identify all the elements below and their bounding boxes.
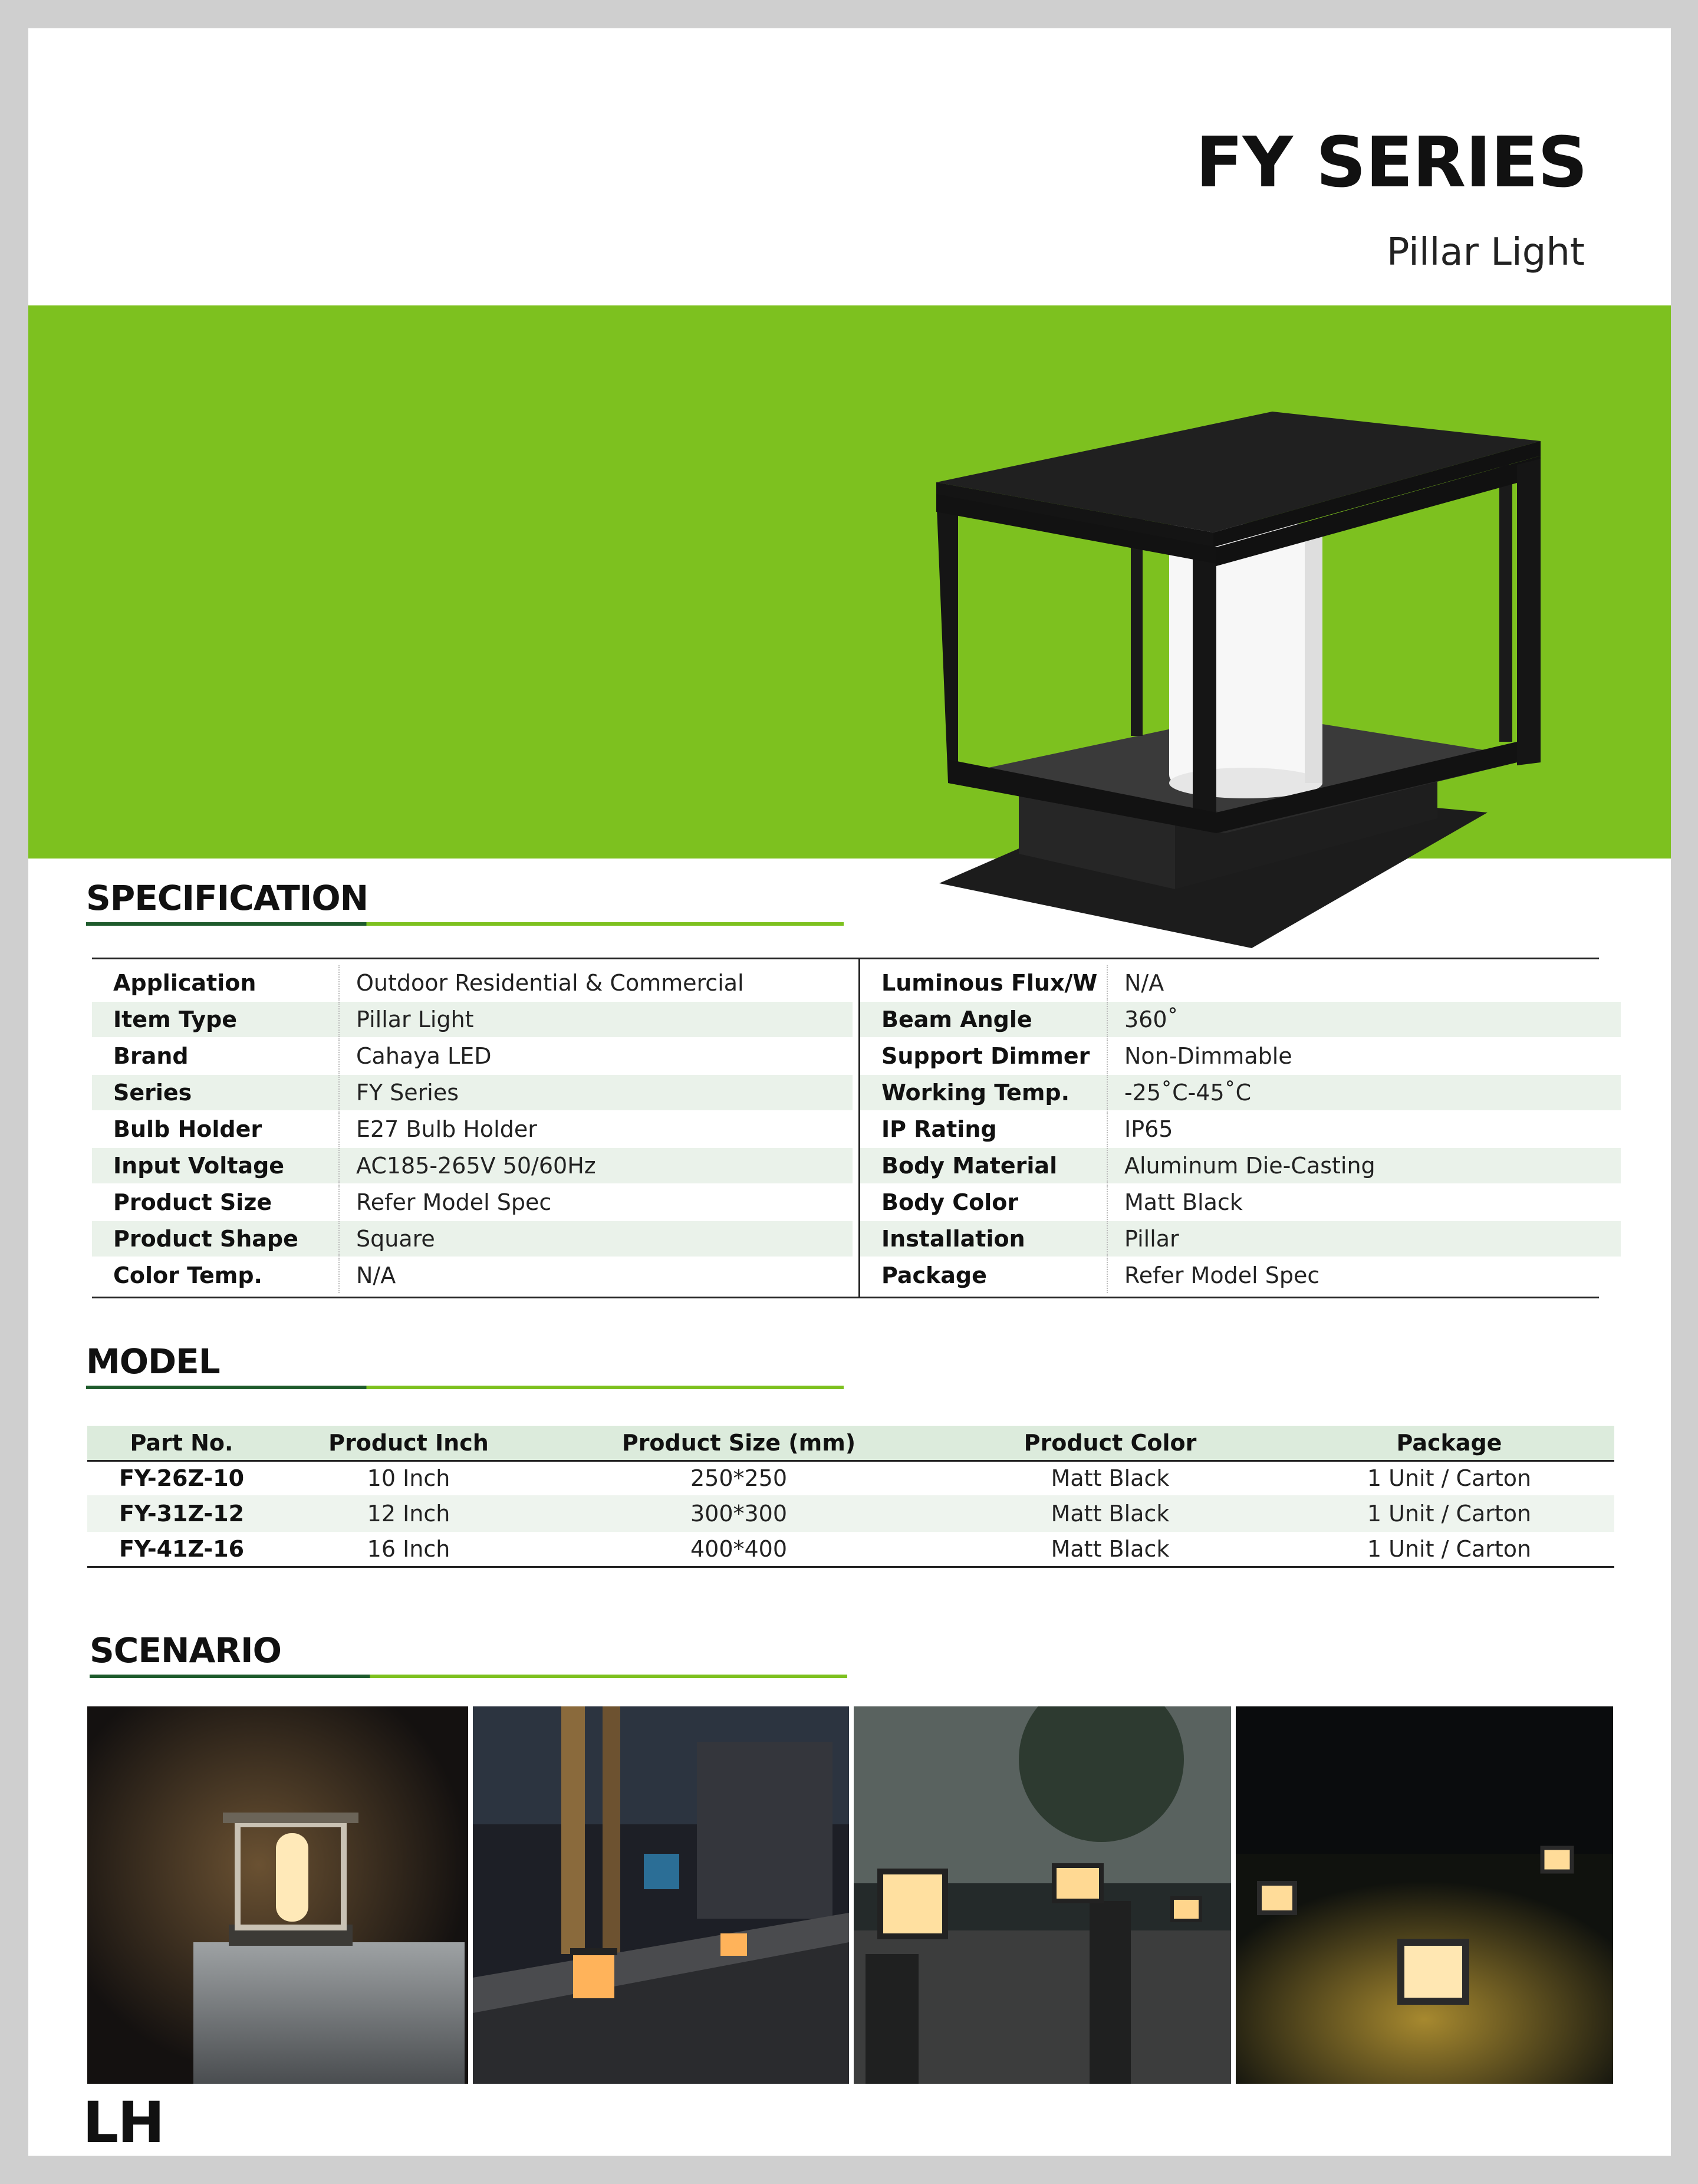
series-title: FY SERIES	[1195, 121, 1587, 203]
spec-value: Aluminum Die-Casting	[1124, 1153, 1375, 1179]
model-underline	[86, 1386, 844, 1389]
package-cell: 1 Unit / Carton	[1367, 1465, 1532, 1491]
scenario-photo-3	[854, 1706, 1231, 2084]
table-row	[87, 1495, 1614, 1532]
spec-key: Input Voltage	[92, 1148, 340, 1183]
spec-row	[860, 1258, 1621, 1293]
model-heading: MODEL	[86, 1341, 220, 1382]
header-product-inch: Product Inch	[328, 1430, 489, 1456]
spec-value: AC185-265V 50/60Hz	[356, 1153, 596, 1179]
spec-key: Series	[92, 1075, 340, 1110]
spec-key: Beam Angle	[860, 1002, 1108, 1037]
spec-row	[92, 1148, 853, 1183]
spec-key: Product Shape	[92, 1221, 340, 1257]
header-product-color: Product Color	[1024, 1430, 1197, 1456]
scenario-photo-1	[87, 1706, 468, 2084]
spec-value: 360˚	[1124, 1007, 1179, 1032]
spec-value: E27 Bulb Holder	[356, 1116, 537, 1142]
spec-key: Installation	[860, 1221, 1108, 1257]
scenario-heading: SCENARIO	[90, 1630, 281, 1670]
spec-key: Application	[92, 965, 340, 1001]
header-part-no: Part No.	[130, 1430, 233, 1456]
pillar-light-product-image	[922, 406, 1552, 960]
model-table-bottom-rule	[87, 1566, 1614, 1568]
part-no-cell: FY-31Z-12	[119, 1501, 245, 1527]
spec-row	[92, 1038, 853, 1074]
spec-row	[860, 1111, 1621, 1147]
spec-row	[860, 965, 1621, 1001]
specification-heading: SPECIFICATION	[86, 878, 368, 918]
header-package: Package	[1396, 1430, 1502, 1456]
spec-row	[92, 965, 853, 1001]
spec-row	[860, 1038, 1621, 1074]
product-inch-cell: 12 Inch	[367, 1501, 450, 1527]
spec-key: Package	[860, 1258, 1108, 1293]
spec-key: Product Size	[92, 1185, 340, 1220]
spec-key: Body Color	[860, 1185, 1108, 1220]
spec-value: Pillar Light	[356, 1007, 474, 1032]
spec-row	[860, 1148, 1621, 1183]
spec-value: Matt Black	[1124, 1189, 1243, 1215]
spec-row	[92, 1111, 853, 1147]
specification-table	[92, 958, 1599, 1298]
product-size-cell: 250*250	[690, 1465, 788, 1491]
spec-key: Luminous Flux/W	[860, 965, 1108, 1001]
table-row	[87, 1460, 1614, 1496]
spec-value: IP65	[1124, 1116, 1173, 1142]
brand-logo: LH	[83, 2090, 164, 2156]
scenario-photo-4	[1236, 1706, 1613, 2084]
spec-value: -25˚C-45˚C	[1124, 1080, 1252, 1106]
spec-value: N/A	[356, 1262, 396, 1288]
spec-key: Working Temp.	[860, 1075, 1108, 1110]
product-inch-cell: 10 Inch	[367, 1465, 450, 1491]
product-inch-cell: 16 Inch	[367, 1536, 450, 1562]
spec-row	[860, 1185, 1621, 1220]
spec-row	[860, 1075, 1621, 1110]
spec-value: Refer Model Spec	[356, 1189, 552, 1215]
product-sheet-page	[28, 28, 1671, 2156]
product-color-cell: Matt Black	[1051, 1501, 1170, 1527]
spec-key: Bulb Holder	[92, 1111, 340, 1147]
spec-value: Square	[356, 1226, 435, 1252]
table-row	[87, 1531, 1614, 1567]
spec-value: FY Series	[356, 1080, 459, 1106]
header-product-size: Product Size (mm)	[621, 1430, 856, 1456]
spec-key: Color Temp.	[92, 1258, 340, 1293]
scenario-photo-2	[473, 1706, 849, 2084]
product-color-cell: Matt Black	[1051, 1465, 1170, 1491]
spec-row	[92, 1221, 853, 1257]
spec-row	[860, 1221, 1621, 1257]
spec-key: IP Rating	[860, 1111, 1108, 1147]
spec-row	[860, 1002, 1621, 1037]
spec-row	[92, 1002, 853, 1037]
spec-value: Non-Dimmable	[1124, 1043, 1292, 1069]
spec-row	[92, 1258, 853, 1293]
spec-row	[92, 1075, 853, 1110]
spec-value: Cahaya LED	[356, 1043, 492, 1069]
spec-value: Refer Model Spec	[1124, 1262, 1320, 1288]
spec-value: Pillar	[1124, 1226, 1179, 1252]
spec-value: N/A	[1124, 970, 1164, 996]
spec-row	[92, 1185, 853, 1220]
spec-key: Brand	[92, 1038, 340, 1074]
package-cell: 1 Unit / Carton	[1367, 1536, 1532, 1562]
specification-underline	[86, 922, 844, 926]
part-no-cell: FY-41Z-16	[119, 1536, 245, 1562]
series-subtitle: Pillar Light	[1386, 231, 1585, 274]
spec-value: Outdoor Residential & Commercial	[356, 970, 744, 996]
product-size-cell: 300*300	[690, 1501, 788, 1527]
spec-key: Support Dimmer	[860, 1038, 1108, 1074]
model-table-header	[87, 1426, 1614, 1462]
scenario-underline	[90, 1675, 847, 1678]
spec-key: Item Type	[92, 1002, 340, 1037]
package-cell: 1 Unit / Carton	[1367, 1501, 1532, 1527]
spec-key: Body Material	[860, 1148, 1108, 1183]
part-no-cell: FY-26Z-10	[119, 1465, 245, 1491]
product-size-cell: 400*400	[690, 1536, 788, 1562]
product-color-cell: Matt Black	[1051, 1536, 1170, 1562]
